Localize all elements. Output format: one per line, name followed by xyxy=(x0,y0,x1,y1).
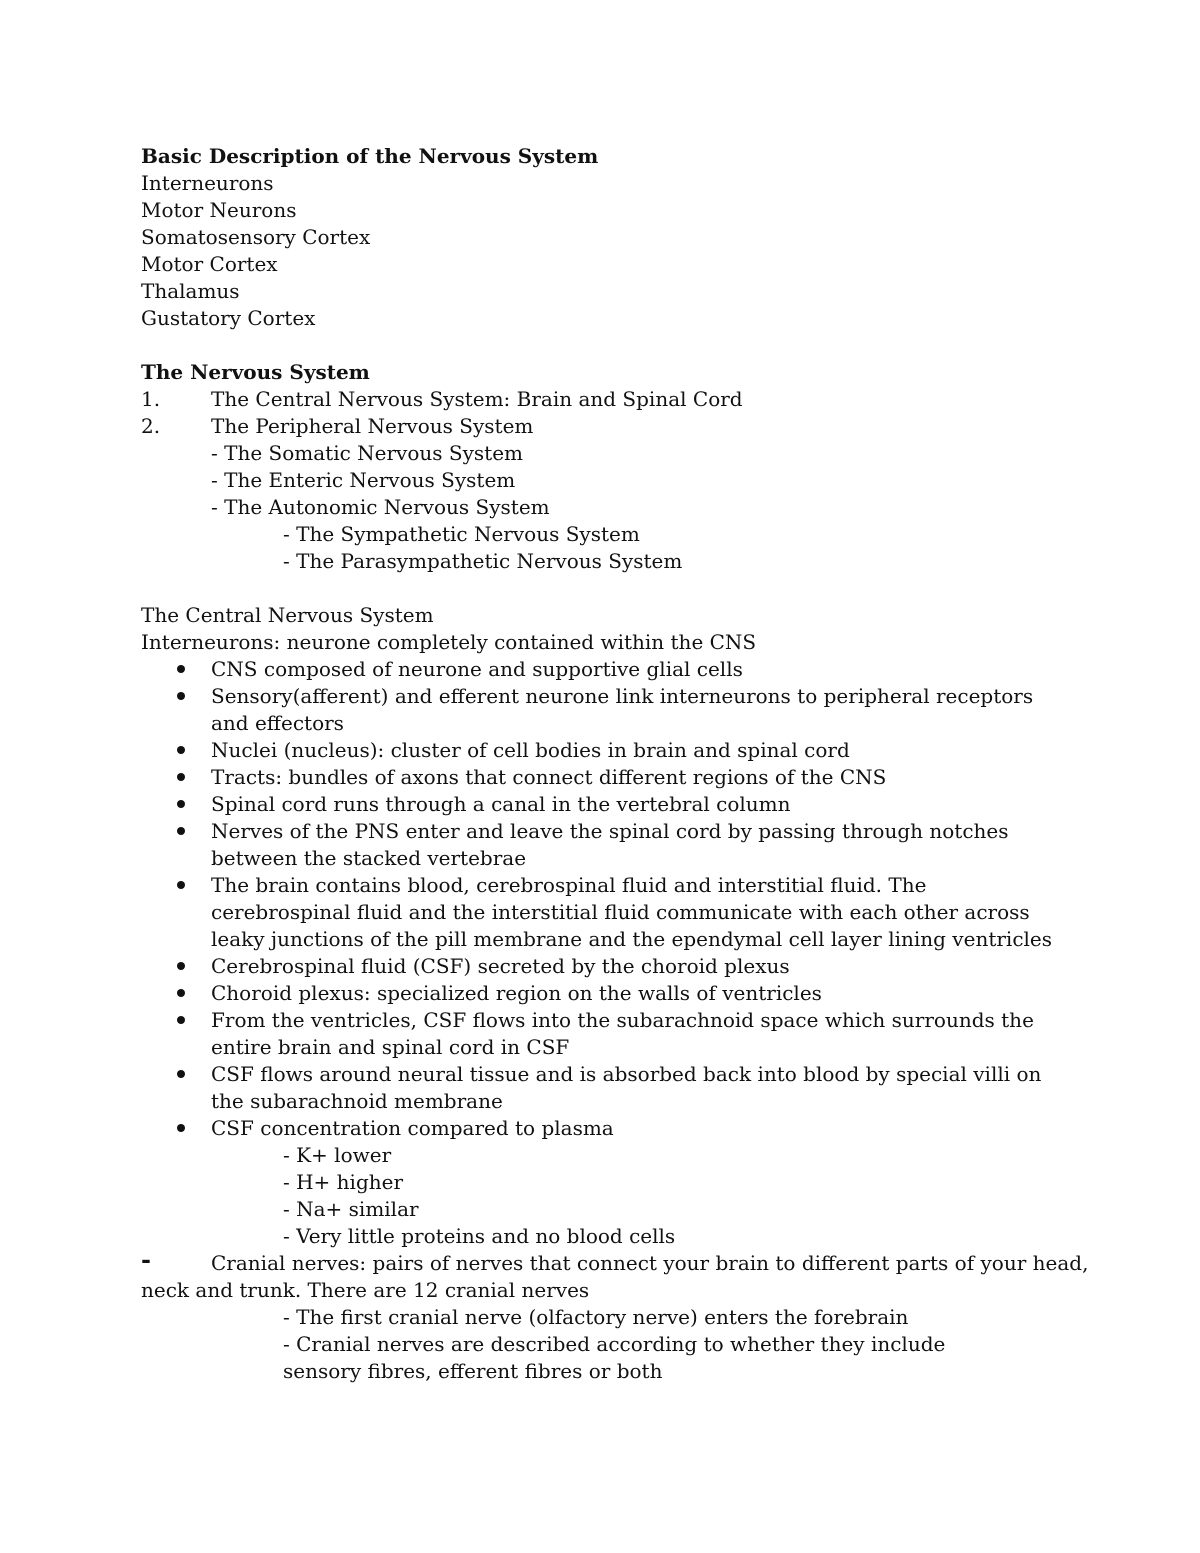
section-heading-basic-description: Basic Description of the Nervous System xyxy=(141,144,599,168)
csf-comparison-item: - Very little proteins and no blood cells xyxy=(283,1224,676,1248)
sub-sub-item: - The Parasympathetic Nervous System xyxy=(283,549,683,573)
bullet-item xyxy=(141,656,1101,683)
item-number: 2. xyxy=(141,414,161,438)
item-number: 1. xyxy=(141,387,161,411)
cranial-sub-item: - Cranial nerves are described according to whether they include xyxy=(283,1332,946,1356)
sub-item: - The Somatic Nervous System xyxy=(211,441,523,465)
cranial-sub-item: - The first cranial nerve (olfactory nerve) enters the forebrain xyxy=(283,1305,909,1329)
bullet-item xyxy=(141,980,1101,1007)
bullet-item xyxy=(141,872,1101,953)
bullet-text: The brain contains blood, cerebrospinal fluid and interstitial fluid. The cerebrospinal fluid and the interstitial fluid communicate with each other across leaky junctions of the pill membrane and the ependymal cell layer lining ventricles xyxy=(211,873,1053,951)
bullet-icon xyxy=(177,773,185,781)
bullet-item xyxy=(141,791,1101,818)
bullet-icon xyxy=(177,1016,185,1024)
term-item: Gustatory Cortex xyxy=(141,306,316,330)
cranial-text-line2: neck and trunk. There are 12 cranial nerves xyxy=(141,1278,590,1302)
bullet-icon xyxy=(177,692,185,700)
bullet-text: Cerebrospinal fluid (CSF) secreted by the choroid plexus xyxy=(211,954,790,978)
numbered-item xyxy=(141,386,1101,413)
bullet-text: Nerves of the PNS enter and leave the spinal cord by passing through notches between the stacked vertebrae xyxy=(211,819,1009,870)
bullet-text: Tracts: bundles of axons that connect different regions of the CNS xyxy=(211,765,887,789)
bullet-text: From the ventricles, CSF flows into the subarachnoid space which surrounds the entire brain and spinal cord in CSF xyxy=(211,1008,1034,1059)
intro-line: Interneurons: neurone completely contained within the CNS xyxy=(141,630,757,654)
cranial-sub-item-continued: sensory fibres, efferent fibres or both xyxy=(283,1359,663,1383)
document-body xyxy=(141,143,1101,1385)
bullet-item xyxy=(141,1007,1101,1061)
bullet-icon xyxy=(177,962,185,970)
term-item: Motor Neurons xyxy=(141,198,297,222)
csf-comparison-item: - H+ higher xyxy=(283,1170,404,1194)
sub-item: - The Autonomic Nervous System xyxy=(211,495,550,519)
bullet-text: Choroid plexus: specialized region on the walls of ventricles xyxy=(211,981,822,1005)
spacer xyxy=(141,332,1101,359)
bullet-text: Nuclei (nucleus): cluster of cell bodies in brain and spinal cord xyxy=(211,738,850,762)
bullet-icon xyxy=(177,1124,185,1132)
bullet-item xyxy=(141,953,1101,980)
bullet-icon xyxy=(177,881,185,889)
bullet-item xyxy=(141,1115,1101,1142)
bullet-icon xyxy=(177,827,185,835)
dash-marker: - xyxy=(141,1245,151,1274)
bullet-text: CSF flows around neural tissue and is absorbed back into blood by special villi on the subarachnoid membrane xyxy=(211,1062,1042,1113)
bullet-item xyxy=(141,1061,1101,1115)
term-item: Thalamus xyxy=(141,279,240,303)
bullet-icon xyxy=(177,800,185,808)
bullet-item xyxy=(141,764,1101,791)
bullet-icon xyxy=(177,746,185,754)
numbered-item xyxy=(141,413,1101,440)
cranial-text-line1: Cranial nerves: pairs of nerves that connect your brain to different parts of your head, xyxy=(211,1251,1089,1275)
bullet-text: CSF concentration compared to plasma xyxy=(211,1116,614,1140)
bullet-item xyxy=(141,683,1101,737)
sub-sub-item: - The Sympathetic Nervous System xyxy=(283,522,640,546)
sub-item: - The Enteric Nervous System xyxy=(211,468,516,492)
item-text: The Central Nervous System: Brain and Spinal Cord xyxy=(211,387,743,411)
bullet-text: Spinal cord runs through a canal in the vertebral column xyxy=(211,792,791,816)
bullet-icon xyxy=(177,665,185,673)
csf-comparison-item: - Na+ similar xyxy=(283,1197,419,1221)
csf-comparison-item: - K+ lower xyxy=(283,1143,392,1167)
term-item: Somatosensory Cortex xyxy=(141,225,371,249)
spacer xyxy=(141,575,1101,602)
item-text: The Peripheral Nervous System xyxy=(211,414,534,438)
term-item: Motor Cortex xyxy=(141,252,278,276)
bullet-icon xyxy=(177,1070,185,1078)
section-title-cns: The Central Nervous System xyxy=(141,603,434,627)
cranial-nerves-item xyxy=(141,1245,1101,1277)
bullet-item xyxy=(141,737,1101,764)
term-item: Interneurons xyxy=(141,171,274,195)
bullet-text: CNS composed of neurone and supportive glial cells xyxy=(211,657,743,681)
bullet-text: Sensory(afferent) and efferent neurone link interneurons to peripheral receptors and effectors xyxy=(211,684,1034,735)
section-heading-nervous-system: The Nervous System xyxy=(141,360,370,384)
bullet-icon xyxy=(177,989,185,997)
bullet-item xyxy=(141,818,1101,872)
